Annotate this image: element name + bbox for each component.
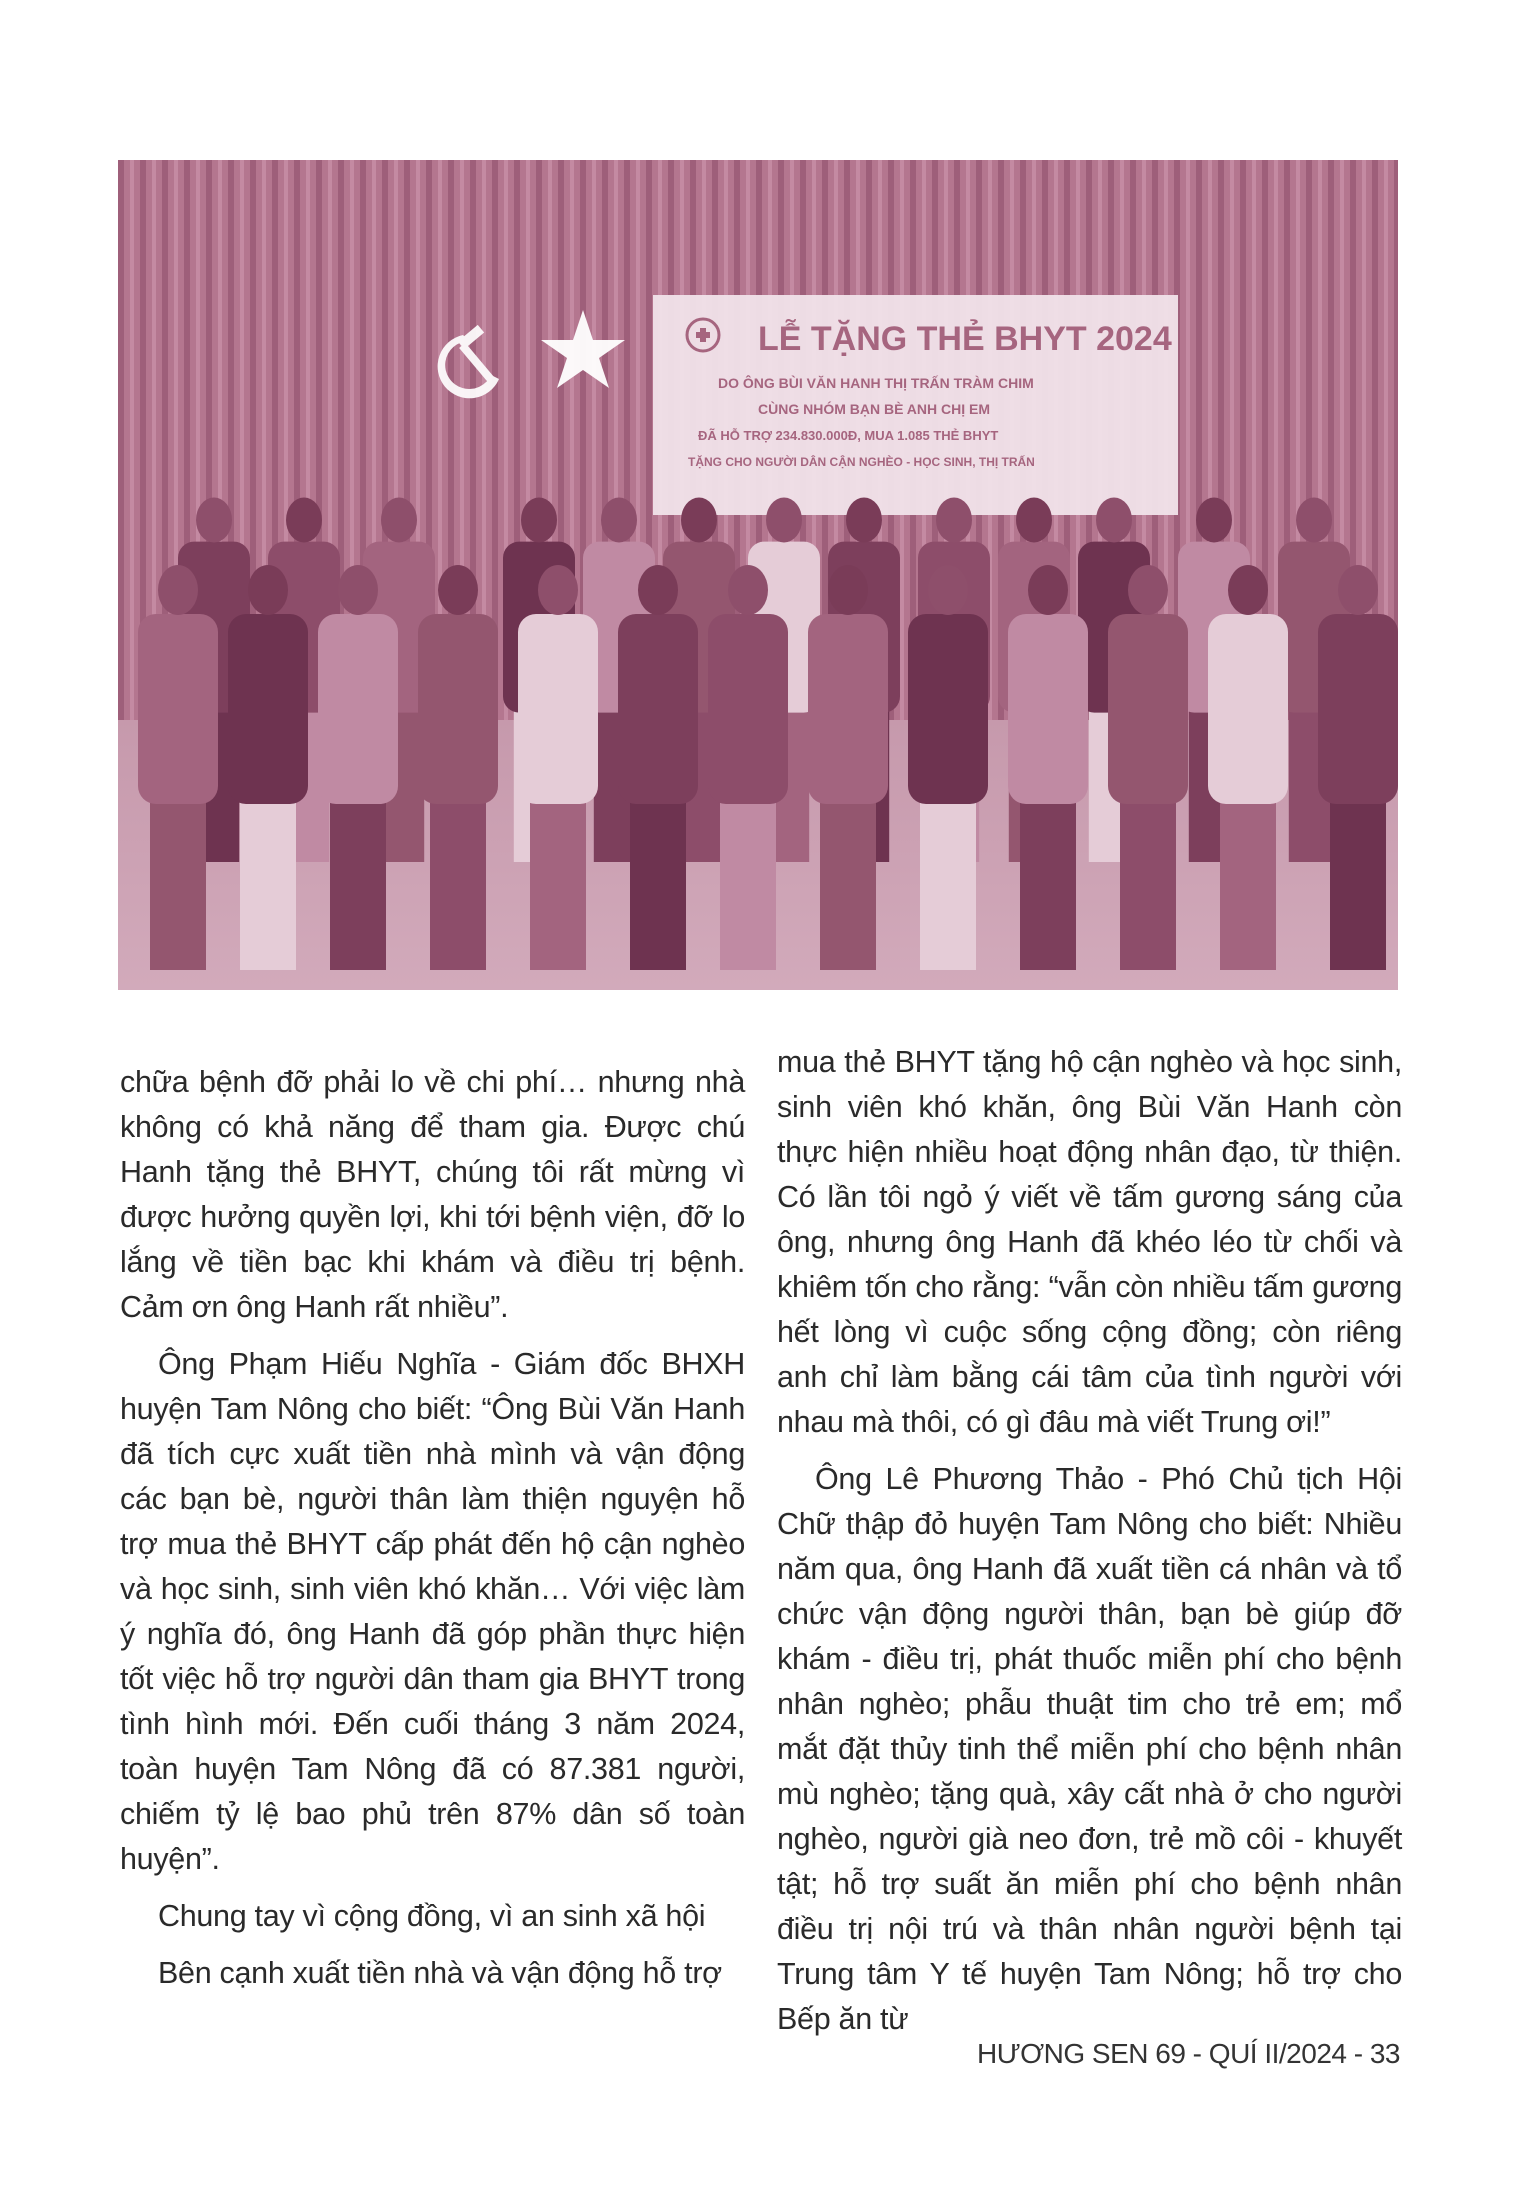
person-silhouette [1008, 565, 1088, 970]
paragraph: Ông Lê Phương Thảo - Phó Chủ tịch Hội Chữ thập đỏ huyện Tam Nông cho biết: Nhiều năm qua, ông Hanh đã xuất tiền cá nhân và tổ chức vận động người thân, bạn bè giúp đỡ khám - điều trị, phát thuốc miễn phí cho bệnh nhân nghèo; phẫu thuật tim cho trẻ em; mổ mắt đặt thủy tinh thể miễn phí cho bệnh nhân mù nghèo; tặng quà, xây cất nhà ở cho người nghèo, người già neo đơn, trẻ mồ côi - khuyết tật; hỗ trợ suất ăn miễn phí cho bệnh nhân điều trị nội trú và thân nhân người bệnh tại Trung tâm Y tế huyện Tam Nông; hỗ trợ cho Bếp ăn từ [777, 1462, 1402, 2036]
banner-line-4: ĐÃ HỖ TRỢ 234.830.000Đ, MUA 1.085 THẺ BHYT [698, 428, 999, 443]
event-banner [653, 295, 1178, 515]
event-photo [118, 160, 1398, 990]
person-silhouette [418, 565, 498, 970]
paragraph: Bên cạnh xuất tiền nhà và vận động hỗ trợ [158, 1956, 722, 1990]
person-silhouette [1318, 565, 1398, 970]
banner-line-1: LỄ TẶNG THẺ BHYT 2024 [758, 320, 1172, 358]
person-silhouette [138, 565, 218, 970]
page-footer: HƯƠNG SEN 69 - QUÍ II/2024 - 33 [976, 2038, 1400, 2069]
left-column [120, 1060, 745, 2008]
person-silhouette [1108, 565, 1188, 970]
section-heading: Chung tay vì cộng đồng, vì an sinh xã hội [158, 1899, 706, 1933]
person-silhouette [1208, 565, 1288, 970]
person-silhouette [908, 565, 988, 970]
person-silhouette [228, 565, 308, 970]
event-photo-illustration [118, 160, 1398, 990]
person-silhouette [318, 565, 398, 970]
paragraph: mua thẻ BHYT tặng hộ cận nghèo và học sinh, sinh viên khó khăn, ông Bùi Văn Hanh còn thực hiện nhiều hoạt động nhân đạo, từ thiện. Có lần tôi ngỏ ý viết về tấm gương sáng của ông, nhưng ông Hanh đã khéo léo từ chối và khiêm tốn cho rằng: “vẫn còn nhiều tấm gương hết lòng vì cuộc sống cộng đồng; còn riêng anh chỉ làm bằng cái tâm của tình người với nhau mà thôi, có gì đâu mà viết Trung ơi!” [777, 1045, 1402, 1439]
banner-line-2: DO ÔNG BÙI VĂN HANH THỊ TRẤN TRÀM CHIM [718, 375, 1034, 391]
banner-line-5: TẶNG CHO NGƯỜI DÂN CẬN NGHÈO - HỌC SINH, THỊ TRẤN [688, 455, 1035, 469]
paragraph: Ông Phạm Hiếu Nghĩa - Giám đốc BHXH huyện Tam Nông cho biết: “Ông Bùi Văn Hanh đã tích cực xuất tiền nhà mình và vận động các bạn bè, người thân làm thiện nguyện hỗ trợ mua thẻ BHYT cấp phát đến hộ cận nghèo và học sinh, sinh viên khó khăn… Với việc làm ý nghĩa đó, ông Hanh đã góp phần thực hiện tốt việc hỗ trợ người dân tham gia BHYT trong tình hình mới. Đến cuối tháng 3 năm 2024, toàn huyện Tam Nông đã có 87.381 người, chiếm tỷ lệ bao phủ trên 87% dân số toàn huyện”. [120, 1347, 745, 1876]
paragraph: chữa bệnh đỡ phải lo về chi phí… nhưng nhà không có khả năng để tham gia. Được chú Hanh tặng thẻ BHYT, chúng tôi rất mừng vì được hưởng quyền lợi, khi tới bệnh viện, đỡ lo lắng về tiền bạc khi khám và điều trị bệnh. Cảm ơn ông Hanh rất nhiều”. [120, 1065, 745, 1324]
person-silhouette [808, 565, 888, 970]
person-silhouette [518, 565, 598, 970]
right-column [777, 1040, 1402, 2054]
person-silhouette [708, 565, 788, 970]
person-silhouette [618, 565, 698, 970]
banner-line-3: CÙNG NHÓM BẠN BÈ ANH CHỊ EM [758, 401, 991, 417]
